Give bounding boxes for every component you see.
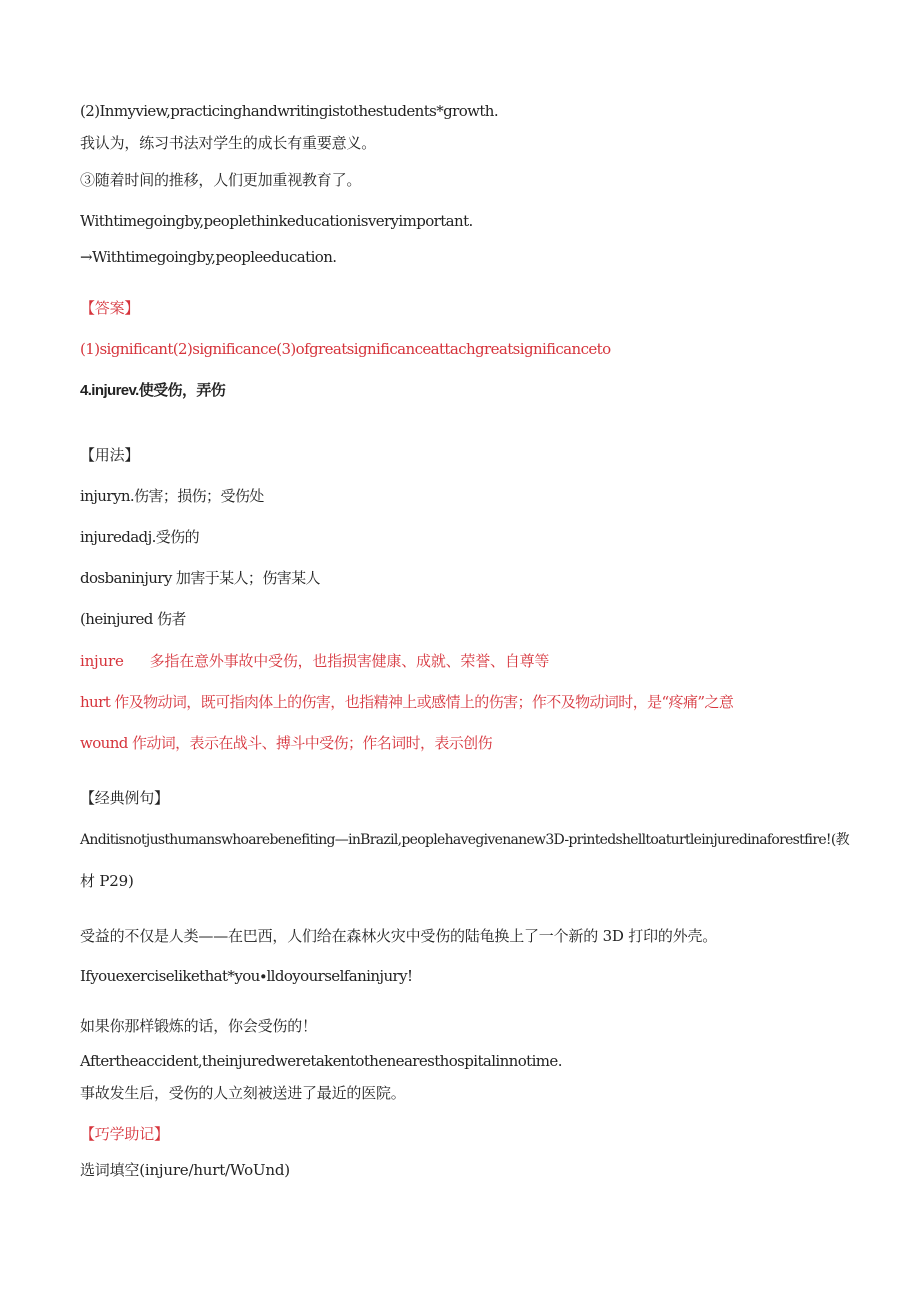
memo-heading: 【巧学助记】 (80, 1125, 169, 1143)
distinction-injure (80, 651, 549, 671)
example-1-english: Anditisnotjusthumanswhoarebenefiting—inBrazil,peoplehavegivenanew3D-printedshelltoaturtleinjuredinaforestfire!(教 (80, 832, 849, 848)
usage-item-injury: injuryn.伤害；损伤；受伤处 (80, 487, 264, 505)
usage-heading: 【用法】 (80, 446, 140, 464)
distinction-injure-text: 多指在意外事故中受伤，也指损害健康、成就、荣誉、自尊等 (149, 652, 550, 670)
memo-text: 选词填空(injure∕hurt∕WoUnd) (80, 1161, 290, 1179)
example-2-chinese: 如果你那样锻炼的话，你会受伤的！ (80, 1017, 317, 1035)
usage-item-the-injured: (heinjured 伤者 (80, 610, 186, 628)
sentence-2-english: (2)Inmyview,practicinghandwritingistothestudents*growth. (80, 102, 499, 120)
distinction-hurt: hurt 作及物动词，既可指肉体上的伤害，也指精神上或感情上的伤害；作不及物动词时，是“疼痛”之意 (80, 693, 734, 711)
word-heading: 4.injurev.使受伤，弄伤 (80, 382, 226, 399)
example-3-english: Aftertheaccident,theinjuredweretakentothenearesthospitalinnotime. (80, 1052, 562, 1070)
example-2-english: Ifyouexerciselikethat*you∙lldoyourselfaninjury! (80, 967, 413, 985)
example-1-english-cont: 材 P29) (80, 872, 134, 890)
example-1-chinese: 受益的不仅是人类——在巴西，人们给在森林火灾中受伤的陆龟换上了一个新的 3D 打印的外壳。 (80, 927, 718, 945)
answer-text: (1)significant(2)significance(3)ofgreatsignificanceattachgreatsignificanceto (80, 340, 611, 358)
sentence-3-rewrite: →Withtimegoingby,peopleeducation. (80, 248, 337, 266)
sentence-2-chinese: 我认为，练习书法对学生的成长有重要意义。 (80, 134, 377, 152)
usage-item-do-injury: dosbaninjury 加害于某人；伤害某人 (80, 569, 320, 587)
sentence-3-chinese: ③随着时间的推移，人们更加重视教育了。 (80, 171, 362, 189)
example-3-chinese: 事故发生后，受伤的人立刻被送进了最近的医院。 (80, 1084, 406, 1102)
sentence-3-english: Withtimegoingby,peoplethinkeducationisveryimportant. (80, 212, 473, 230)
examples-heading: 【经典例句】 (80, 789, 169, 807)
usage-item-injured: injuredadj.受伤的 (80, 528, 199, 546)
distinction-injure-word: injure (80, 652, 124, 670)
distinction-wound: wound 作动词，表示在战斗、搏斗中受伤；作名词时，表示创伤 (80, 734, 492, 752)
answer-heading: 【答案】 (80, 299, 140, 317)
